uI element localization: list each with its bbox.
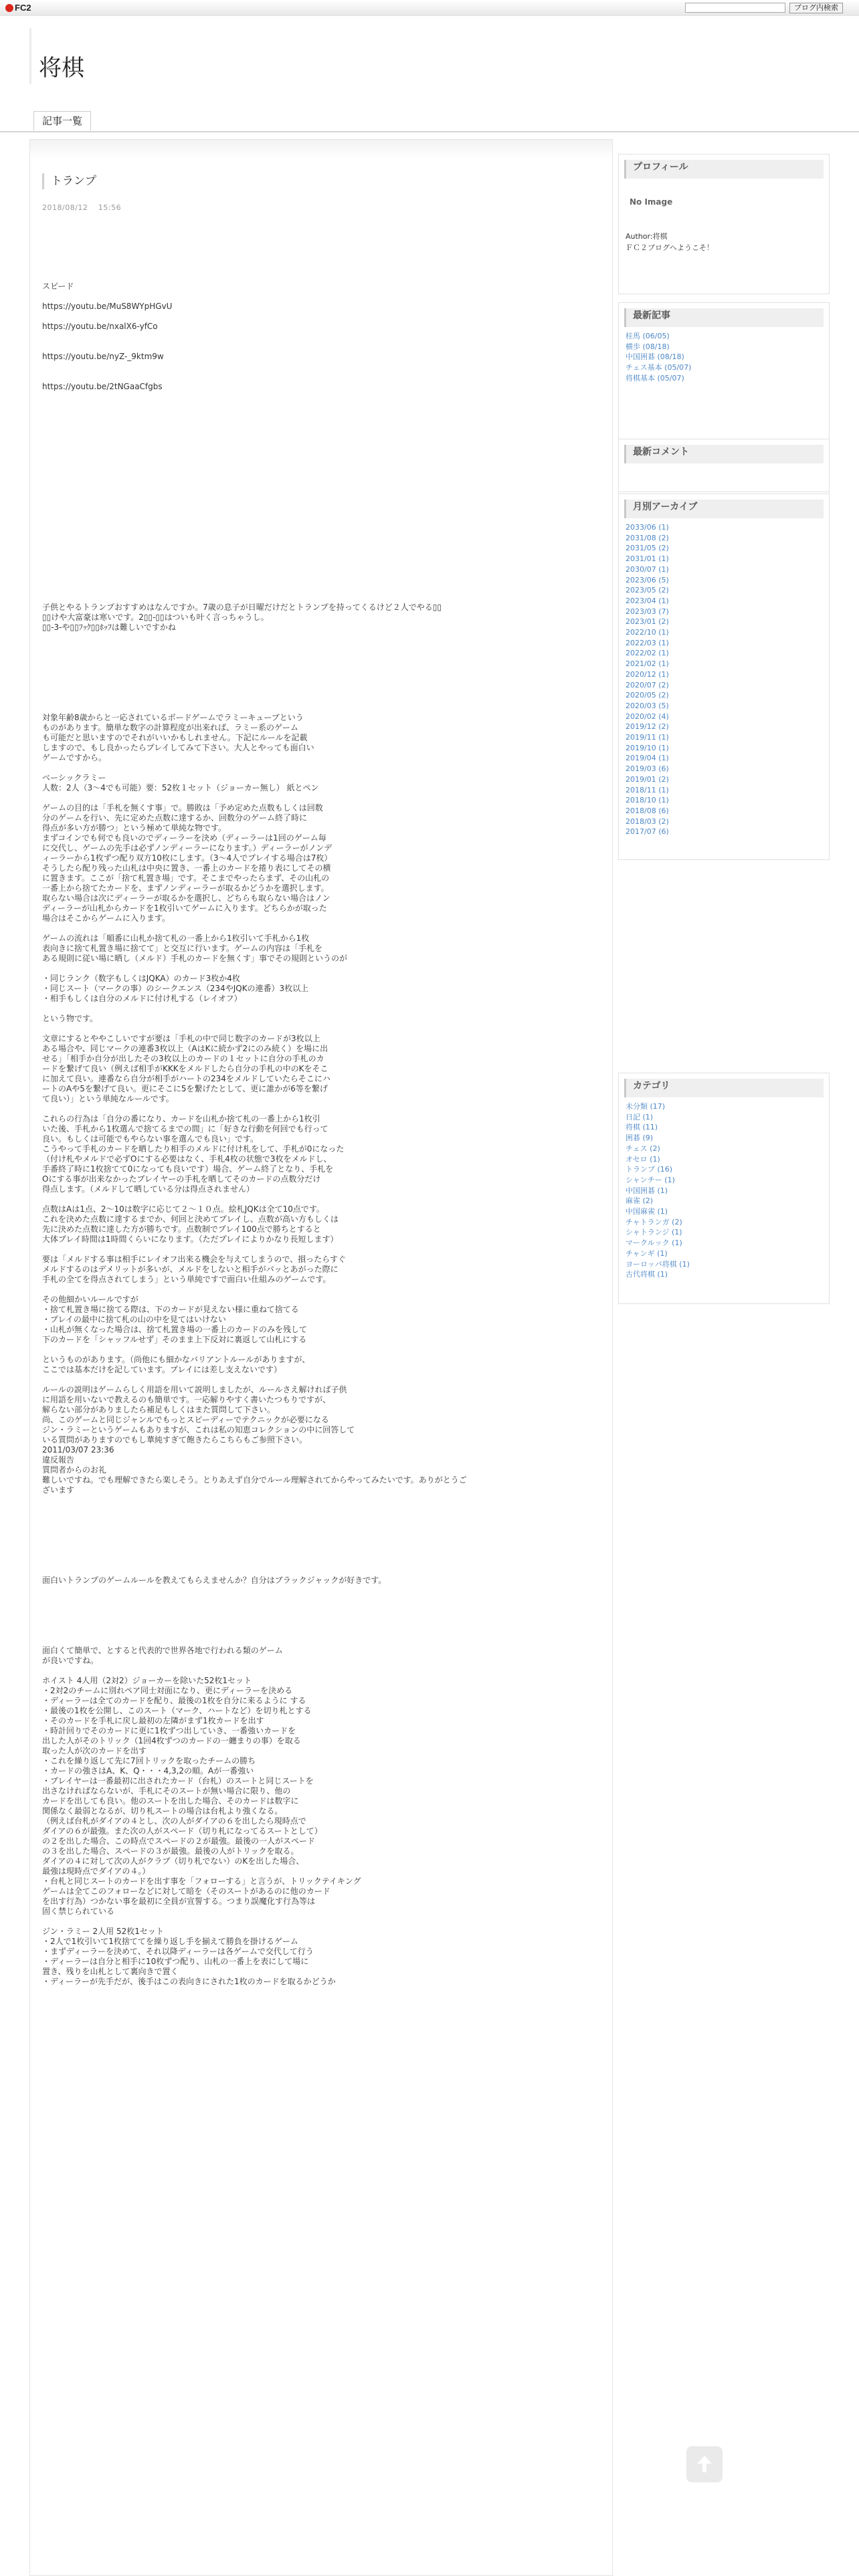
archive-month-link[interactable]: 2019/01 (2) (626, 774, 669, 784)
entry-line (42, 572, 604, 582)
entry-line (42, 402, 604, 412)
entry-line: ある場合や、同じマークの連番3枚以上（AはKに続かず2にのみ続く）を場に出 (42, 1044, 328, 1053)
entry-line: 質問者からのお礼 (42, 1465, 107, 1475)
entry-line: ▯▯けや大富豪は寒いです。2▯▯-▯▯はついも叶く言っちゃうし。 (42, 613, 269, 622)
entry-line (42, 1626, 604, 1636)
entry-line (42, 1566, 604, 1576)
archive-month-link[interactable]: 2020/05 (2) (626, 691, 669, 700)
entry-line: 良い。もしくは可能でもやらない事を選んでも良い」です。 (42, 1134, 259, 1144)
entry-line: 大体プレイ時間は1時間くらいになります。（ただプレイによりかなり長短します） (42, 1235, 339, 1244)
blog-search-button[interactable]: ブログ内検索 (789, 3, 843, 13)
recent-entries-list (626, 331, 824, 384)
entry-line: 手番終了時に1枚捨てて0になっても良いです）場合、ゲーム終了となり、手札を (42, 1164, 334, 1174)
entry-line: ・まずディーラーを決めて、それ以降ディーラーは各ゲームで交代して行う (42, 1947, 314, 1956)
archive-month-link[interactable]: 2030/07 (1) (626, 564, 669, 574)
entry-line: 場合はそこからゲームに入ります。 (42, 914, 171, 923)
entry-line (42, 593, 604, 603)
category-link[interactable]: 中国麻雀 (1) (626, 1207, 668, 1216)
entry-line: 得点が多い方が勝つ」という極めて単純な物です。 (42, 823, 227, 833)
archive-widget (618, 494, 830, 860)
category-link[interactable]: 古代将棋 (1) (626, 1270, 668, 1279)
entry-line (42, 1285, 604, 1295)
entry-line (42, 522, 604, 532)
profile-author: Author:将棋 (626, 232, 668, 241)
entry-line: 下のカードを「シャッフルせず」そのまま上下反対に裏返して山札にする (42, 1335, 307, 1344)
tab-divider (0, 131, 859, 132)
entry-line: そうしたら配り残った山札は中央に置き、一番上のカードを捲り表にしてその横 (42, 863, 331, 873)
entry-line: ィーラーから1枚ずつ配り双方10枚にします。（3～4人でプレイする場合は7枚） (42, 853, 332, 863)
entry-line: ▯▯-3-や▯▯ﾌｯｸ▯▯ﾎｯﾌは難しいですかね (42, 623, 176, 632)
entry-line: ものがあります。簡単な数字の計算程度が出来れば、ラミー系のゲーム (42, 723, 299, 732)
entry-line (42, 1004, 604, 1014)
entry-line: いた後、手札から1枚選んで捨てるまでの間」に「好きな行動を何回でも行って (42, 1124, 328, 1134)
archive-month-link[interactable]: 2023/01 (2) (626, 617, 669, 627)
entry-line (42, 542, 604, 552)
category-link[interactable]: 中国囲碁 (1) (626, 1186, 668, 1195)
entry-line (42, 342, 604, 352)
entry-line: 一番上から捨てたカードを、まずノンディーラーが取るかどうかを選択します。 (42, 883, 329, 893)
entry-line: ゲームの流れは「順番に山札か捨て札の一番上から1枚引いて手札から1枚 (42, 934, 310, 943)
archive-month-link[interactable]: 2018/10 (1) (626, 796, 669, 805)
entry-line: ・同じスート（マークの事）のシークエンス（234やJQKの連番）3枚以上 (42, 984, 309, 993)
category-link[interactable]: シャトランジ (1) (626, 1228, 682, 1237)
blog-title[interactable]: 将棋 (39, 55, 84, 82)
entry-line (42, 1194, 604, 1204)
archive-month-link[interactable]: 2023/06 (5) (626, 575, 669, 584)
entry-line (42, 924, 604, 934)
entry-line: 最強は現時点でダイアの４。） (42, 1866, 151, 1876)
entry-line: も可能だと思いますのでそれがいいかもしれません。下記にルールを記載 (42, 733, 308, 742)
entry-line (42, 1505, 604, 1515)
entry-line: ジン・ラミー 2人用 52枚1セット (42, 1927, 164, 1936)
category-widget (618, 1073, 830, 1304)
entry-line: ートのAや5を繋げて良い。更にそこに5を繋げたとして、更に誰かが6等を繋げ (42, 1084, 328, 1093)
archive-month-link[interactable]: 2033/06 (1) (626, 523, 669, 532)
archive-month-link[interactable]: 2022/03 (1) (626, 638, 669, 647)
entry-line: ・これを繰り返して先に7回トリックを取ったチームの勝ち (42, 1756, 256, 1765)
entry-line: その他細かいルールですが (42, 1295, 138, 1304)
entry-line (42, 482, 604, 492)
blog-header (0, 16, 859, 134)
recent-entry-link[interactable]: 横歩 (08/18) (626, 342, 670, 351)
entry-line: ある規則に従い場に晒し（メルド）手札のカードを無くす」事でその規則というのが (42, 954, 348, 963)
entry-line (42, 562, 604, 572)
entry-line (42, 1515, 604, 1525)
entry-line: ホイスト 4人用（2対2）ジョーカーを除いた52枚1セット (42, 1676, 252, 1685)
entry-line: 表向きに捨て札置き場に捨てて」と交互に行います。ゲームの内容は「手札を (42, 944, 323, 953)
entry-line: 文章にするとややこしいですが要は「手札の中で同じ数字のカードが3枚以上 (42, 1034, 320, 1043)
blog-search-input[interactable] (685, 3, 785, 13)
entry-line: 子供とやるトランプおすすめはなんですか。7歳の息子が日曜だけだとトランプを持ってくるけど２人でやる▯▯ (42, 603, 442, 612)
entry-line: スピード (42, 282, 74, 291)
archive-month-link[interactable]: 2017/07 (6) (626, 827, 669, 837)
entry-line: ・2人で1枚引いて1枚捨ててを繰り返し手を揃えて勝負を掛けるゲーム (42, 1937, 298, 1946)
entry-line (42, 472, 604, 482)
entry-line (42, 1525, 604, 1535)
entry-line: 解らない部分がありましたら補足もしくはまた質問して下さい。 (42, 1405, 276, 1414)
archive-month-link[interactable]: 2020/02 (4) (626, 712, 669, 721)
entry-line: メルドするのはデメリットが多いが、メルドをしないと相手がパッとあがった際に (42, 1265, 339, 1274)
entry-line (42, 643, 604, 653)
entry-line: ゲームは全てこのフォローなどに対して暗を（そのスートがあるのに他のカード (42, 1887, 330, 1896)
entry-panel-header (30, 140, 612, 158)
entry-line: に用語を用いないで教えるのも簡単です。一応解りやすく書いたつもりですが、 (42, 1395, 331, 1404)
entry-line (42, 492, 604, 502)
recent-entry-link[interactable]: 将棋基本 (05/07) (626, 373, 684, 383)
entry-line: カードを出しても良い。他のスートを出した場合、そのカードは数字に (42, 1796, 299, 1806)
archive-month-link[interactable]: 2022/10 (1) (626, 628, 669, 637)
archive-list (626, 522, 824, 837)
entry-line: まずコインでも何でも良いのでディーラーを決め（ディーラーは1回のゲーム毎 (42, 833, 326, 843)
entry-link[interactable]: https://youtu.be/2tNGaaCfgbs (42, 382, 163, 391)
entry-line (42, 1345, 604, 1355)
entry-line (42, 793, 604, 803)
entry-line: 取った人が次のカードを出す (42, 1746, 147, 1755)
entry-line: が良いですね。 (42, 1656, 99, 1665)
profile-greeting: ＦＣ２ブログへようこそ！ (626, 243, 714, 252)
entry-line (42, 392, 604, 402)
archive-month-link[interactable]: 2019/10 (1) (626, 743, 669, 752)
fc2-logo-text: FC2 (15, 3, 31, 13)
entry-line: ゲームですから。 (42, 753, 107, 762)
archive-month-link[interactable]: 2023/05 (2) (626, 586, 669, 595)
entry-line: ・山札が無くなった場合は、捨て札置き場の一番上のカードのみを残して (42, 1325, 308, 1334)
archive-month-link[interactable]: 2019/11 (1) (626, 733, 669, 742)
entry-line: 2011/03/07 23:36 (42, 1445, 114, 1455)
entry-line (42, 703, 604, 713)
entry-title[interactable]: トランプ (42, 173, 96, 189)
recent-comments-title: 最新コメント (624, 445, 824, 463)
profile-text (626, 231, 829, 253)
entry-line: 人数：2人（3～4でも可能）要：52枚１セット（ジョーカー無し） 紙とペン (42, 783, 319, 792)
entry-link[interactable]: https://youtu.be/nyZ-_9ktm9w (42, 352, 164, 361)
archive-month-link[interactable]: 2019/12 (2) (626, 722, 669, 732)
recent-comments-widget (618, 439, 830, 492)
archive-month-link[interactable]: 2018/03 (2) (626, 817, 669, 826)
entry-line: （例えば台札がダイアの４とし、次の人がダイアの６を出したら現時点で (42, 1816, 306, 1826)
entry-line: せる」「相手か自分が出したその3枚以上のカードの１セットに自分の手札のカ (42, 1054, 324, 1063)
entry-line (42, 582, 604, 593)
entry-line (42, 1024, 604, 1034)
entry-line (42, 452, 604, 462)
category-link[interactable]: シャンチー (1) (626, 1175, 675, 1184)
entry-line: を出す行為）つかない事を最初に全員が宣誓する。つまり誤魔化す行為等は (42, 1897, 316, 1906)
entry-line (42, 1375, 604, 1385)
archive-title: 月別アーカイブ (624, 500, 824, 518)
entry-line: ・ディーラーは自分と相手に10枚ずつ配り、山札の一番上を表にして場に (42, 1957, 309, 1966)
entry-line: 分のゲームを行い、先に定めた点数に達するか、回数分のゲーム終了時に (42, 813, 308, 823)
entry-line: 対象年齢8歳からと一応されているボードゲームでラミーキューブという (42, 713, 304, 722)
entry-link[interactable]: https://youtu.be/nxalX6-yfCo (42, 322, 158, 331)
entry-line: に加えて良い。連番なら自分が相手がハートの234をメルドしていたらそこにハ (42, 1074, 330, 1083)
entry-line (42, 673, 604, 683)
entry-line: ・ディーラーは全てのカードを配り、最後の1枚を自分に来るように する (42, 1696, 306, 1705)
entry-line: こうやって手札のカードを晒したり相手のメルドに付け札をして、手札が0になった (42, 1144, 345, 1154)
entry-line: ・最後の1枚を公開し、このスート（マーク、ハートなど）を切り札とする (42, 1706, 312, 1715)
category-link[interactable]: 将棋 (11) (626, 1123, 658, 1132)
entry-line: 要は「メルドする事は相手にレイオフ出来る機会を与えてしまうので、損ったらすぐ (42, 1255, 347, 1264)
entry-line: 出さなければならないが、手札にそのスートが無い場合に限り、他の (42, 1786, 291, 1796)
entry-line: ードを繋げて良い（例えば相手がKKKをメルドしたら自分の手札の中のKをそこ (42, 1064, 328, 1073)
entry-date: 2018/08/12 15:56 (42, 203, 122, 212)
archive-month-link[interactable]: 2019/04 (1) (626, 754, 669, 763)
entry-line: ゲームの目的は「手札を無くす事」で。勝敗は「予め定めた点数もしくは回数 (42, 803, 323, 813)
archive-month-link[interactable]: 2022/02 (1) (626, 649, 669, 658)
entry-line: ジン・ラミーというゲームもありますが、これは私の知恵コレクションの中に回答して (42, 1425, 355, 1434)
entry-line: 手札の全てを得点されてしまう」という単純ですで面白い仕組みのゲームです。 (42, 1275, 331, 1284)
entry-line: ・同じランク（数字もしくはJQKA）のカード3枚か4枚 (42, 974, 240, 983)
entry-line (42, 1545, 604, 1555)
profile-avatar: No Image (630, 197, 673, 207)
entry-line: 違反報告 (42, 1455, 75, 1465)
entry-line (42, 552, 604, 562)
entry-line (42, 442, 604, 452)
category-link[interactable]: マークルック (1) (626, 1239, 682, 1248)
entry-line (42, 1917, 604, 1927)
entry-line: 取らない場合は次にディーラーが取るかを選択し、どちらも取らない場合はノン (42, 893, 330, 903)
entry-line: ここでは基本だけを記しています。プレイには差し支えないです） (42, 1365, 282, 1374)
recent-entry-link[interactable]: 中国囲碁 (08/18) (626, 352, 684, 362)
entry-line: ディーラーが山札からカードを1枚引いてゲームに入ります。どちらかが取った (42, 903, 327, 913)
entry-line: いる質問がありますのでもし華純すぎて飽きたらこちらもご参照下さい。 (42, 1435, 308, 1444)
entry-line: ・カードの強さはA、K、Q・・・4,3,2の順。Aが一番強い (42, 1766, 254, 1776)
profile-title: プロフィール (624, 160, 824, 179)
archive-month-link[interactable]: 2023/04 (1) (626, 596, 669, 605)
entry-line: というものがあります。（尚他にも細かなバリアントルールがありますが、 (42, 1355, 310, 1364)
entry-line: 面白いトランプのゲームルールを教えてもらえませんか？自分はブラックジャックが好きです。 (42, 1576, 387, 1585)
back-to-top-button[interactable] (686, 2446, 723, 2482)
entry-line (42, 1596, 604, 1606)
entry-line: しますので、もし良かったらプレイしてみて下さい。大人とやっても面白い (42, 743, 314, 752)
entry-line (42, 512, 604, 522)
entry-line (42, 362, 604, 372)
category-link[interactable]: トランプ (16) (626, 1165, 673, 1174)
recent-entry-link[interactable]: チェス基本 (05/07) (626, 363, 692, 372)
entry-line: ・捨て札置き場に捨てる際は、下のカードが見えない様に重ねて捨てる (42, 1305, 299, 1314)
entry-line: ・プレイの最中に捨て札の山の中を見てはいけない (42, 1315, 226, 1324)
entry-line: 出した人がそのトリック（1回4枚ずつのカードの一纏まりの事）を取る (42, 1736, 301, 1745)
recent-entry-link[interactable]: 桂馬 (06/05) (626, 332, 670, 340)
entry-line: ダイアの４に対して次の人がクラブ（切り札でない）のKを出した場合、 (42, 1856, 304, 1866)
entry-line: ・相手もしくは自分のメルドに付け札する（レイオフ） (42, 994, 242, 1003)
category-link[interactable]: オセロ (1) (626, 1154, 660, 1164)
entry-line (42, 412, 604, 422)
entry-line (42, 312, 604, 322)
entry-line: これらの行為は「自分の番になり、カードを山札か捨て札の一番上から1枚引 (42, 1114, 320, 1123)
entry-line: 固く禁じられている (42, 1907, 115, 1916)
entry-line: 関係なく最弱となるが、切り札スートの場合は台札より強くなる。 (42, 1806, 283, 1816)
entry-line: て良い）」という単純なルールです。 (42, 1094, 174, 1103)
entry-line (42, 964, 604, 974)
archive-month-link[interactable]: 2023/03 (7) (626, 607, 669, 616)
entry-line: ・そのカードを手札に戻し最初の左隣がまず1枚カードを出す (42, 1716, 264, 1725)
category-link[interactable]: チャンギ (1) (626, 1249, 668, 1258)
entry-line (42, 292, 604, 302)
archive-month-link[interactable]: 2018/11 (1) (626, 785, 669, 794)
entry-line: ・時計回りでそのカードに更に1枚ずつ出していき、一番強いカードを (42, 1726, 296, 1735)
category-title: カテゴリ (624, 1079, 824, 1097)
entry-line (42, 1495, 604, 1505)
entry-line: （付け札やメルドで必ずOにする必要はなく、手札4枚の状態で3枚をメルドし、 (42, 1154, 332, 1164)
entry-line (42, 1535, 604, 1545)
recent-entries-title: 最新記事 (624, 308, 824, 327)
entry-line: ダイアの６が最強。また次の人がスペード（切り札になってるスートとして） (42, 1826, 322, 1836)
entry-link[interactable]: https://youtu.be/MuS8WYpHGvU (42, 302, 173, 311)
entry-line: ・台札と同じスートのカードを出す事を「フォローする」と言うが、トリックテイキング (42, 1876, 361, 1886)
profile-widget (618, 154, 830, 294)
entry-line (42, 763, 604, 773)
entry-line (42, 1245, 604, 1255)
archive-month-link[interactable]: 2031/01 (1) (626, 554, 669, 564)
entry-line: これを決めた点数に達するまでか、何回と決めてプレイし、点数が高い方もしくは (42, 1214, 339, 1224)
category-link[interactable]: 囲碁 (9) (626, 1134, 654, 1143)
entry-line (42, 1666, 604, 1676)
entry-line (42, 663, 604, 673)
entry-body (42, 282, 604, 1987)
archive-month-link[interactable]: 2019/03 (6) (626, 764, 669, 774)
entry-line (42, 1586, 604, 1596)
entry-line (42, 1555, 604, 1566)
entry-line: に交代し、ゲームの先手は必ずノンディーラーになります。）ディーラーがノンデ (42, 843, 332, 853)
archive-month-link[interactable]: 2021/02 (1) (626, 659, 669, 669)
entry-line (42, 653, 604, 663)
category-link[interactable]: 未分類 (17) (626, 1102, 666, 1111)
category-link[interactable]: ヨーロッパ将棋 (1) (626, 1259, 690, 1269)
entry-line (42, 1104, 604, 1114)
fc2-toolbar (0, 0, 859, 17)
category-link[interactable]: 日記 (1) (626, 1112, 654, 1121)
entry-line: 尚、このゲームと同じジャンルでもっとスピーディーでテクニックが必要になる (42, 1415, 329, 1424)
tab-entry-list[interactable]: 記事一覧 (33, 111, 91, 130)
archive-month-link[interactable]: 2031/08 (2) (626, 533, 669, 542)
entry-line: ・プレイヤーは一番最初に出されたカード（台札）のスートと同じスートを (42, 1776, 314, 1786)
header-accent-bar (29, 28, 31, 84)
entry-line (42, 1616, 604, 1626)
category-link[interactable]: チェス (2) (626, 1144, 660, 1153)
entry-line (42, 502, 604, 512)
entry-line (42, 683, 604, 693)
entry-line: 先に決めた点数に達した方が勝ちです。点数制でプレイ100点で勝ちとすると (42, 1224, 321, 1234)
entry-line: の２を出した場合、この時点でスペードの２が最強。最後の一人がスペード (42, 1836, 316, 1846)
entry-line: に置きます。ここが「捨て札置き場」です。そこまでやったらまず、その山札の (42, 873, 330, 883)
entry-line: ベーシックラミー (42, 773, 106, 782)
archive-month-link[interactable]: 2020/12 (1) (626, 669, 669, 679)
entry-line: 得点します。（メルドして晒している分は得点されません） (42, 1184, 255, 1194)
entry-line (42, 1636, 604, 1646)
entry-line: という物です。 (42, 1014, 98, 1023)
archive-month-link[interactable]: 2018/08 (6) (626, 806, 669, 815)
entry-line: 点数はAは1点、2～10は数字に応じて２～１０点。絵札JQKは全て10点です。 (42, 1204, 324, 1214)
category-link[interactable]: チャトランガ (2) (626, 1217, 682, 1226)
archive-month-link[interactable]: 2020/07 (2) (626, 680, 669, 689)
entry-line (42, 432, 604, 442)
entry-line (42, 462, 604, 472)
category-list (626, 1101, 824, 1280)
entry-line: Oにする事が出来なかったプレイヤーの手札を晒してそのカードの点数分だけ (42, 1174, 321, 1184)
entry-line (42, 693, 604, 703)
fc2-logo-icon (5, 4, 13, 12)
entry-line (42, 633, 604, 643)
entry-line: ざいます (42, 1485, 75, 1495)
entry-line: 置き、残りを山札として裏向きで置く (42, 1967, 179, 1976)
entry-line: ・2対2のチームに別れペア同士対面になり、更にディーラーを決める (42, 1686, 293, 1695)
entry-panel (29, 139, 613, 2576)
entry-line: ・ディーラーが先手だが、後手はこの表向きにされた1枚のカードを取るかどうか (42, 1977, 336, 1986)
entry-line (42, 532, 604, 542)
archive-month-link[interactable]: 2031/05 (2) (626, 544, 669, 553)
category-link[interactable]: 麻雀 (2) (626, 1196, 654, 1206)
archive-month-link[interactable]: 2020/03 (5) (626, 701, 669, 710)
entry-line: 面白くて簡単で、とすると代表的で世界各地で行われる類のゲーム (42, 1646, 283, 1655)
entry-line (42, 1606, 604, 1616)
entry-line (42, 372, 604, 382)
entry-line: の３を出した場合、スペードの３が最強。最後の人がトリックを取る。 (42, 1846, 299, 1856)
entry-line (42, 422, 604, 432)
entry-line: 難しいですね。でも理解できたら楽しそう。とりあえず自分でルール理解されてからやってみたいです。ありがとうご (42, 1475, 467, 1485)
entry-line: ルールの説明はゲームらしく用語を用いて説明しましたが、ルールさえ解ければ子供 (42, 1385, 347, 1394)
entry-line (42, 332, 604, 342)
fc2-logo[interactable] (5, 3, 31, 13)
